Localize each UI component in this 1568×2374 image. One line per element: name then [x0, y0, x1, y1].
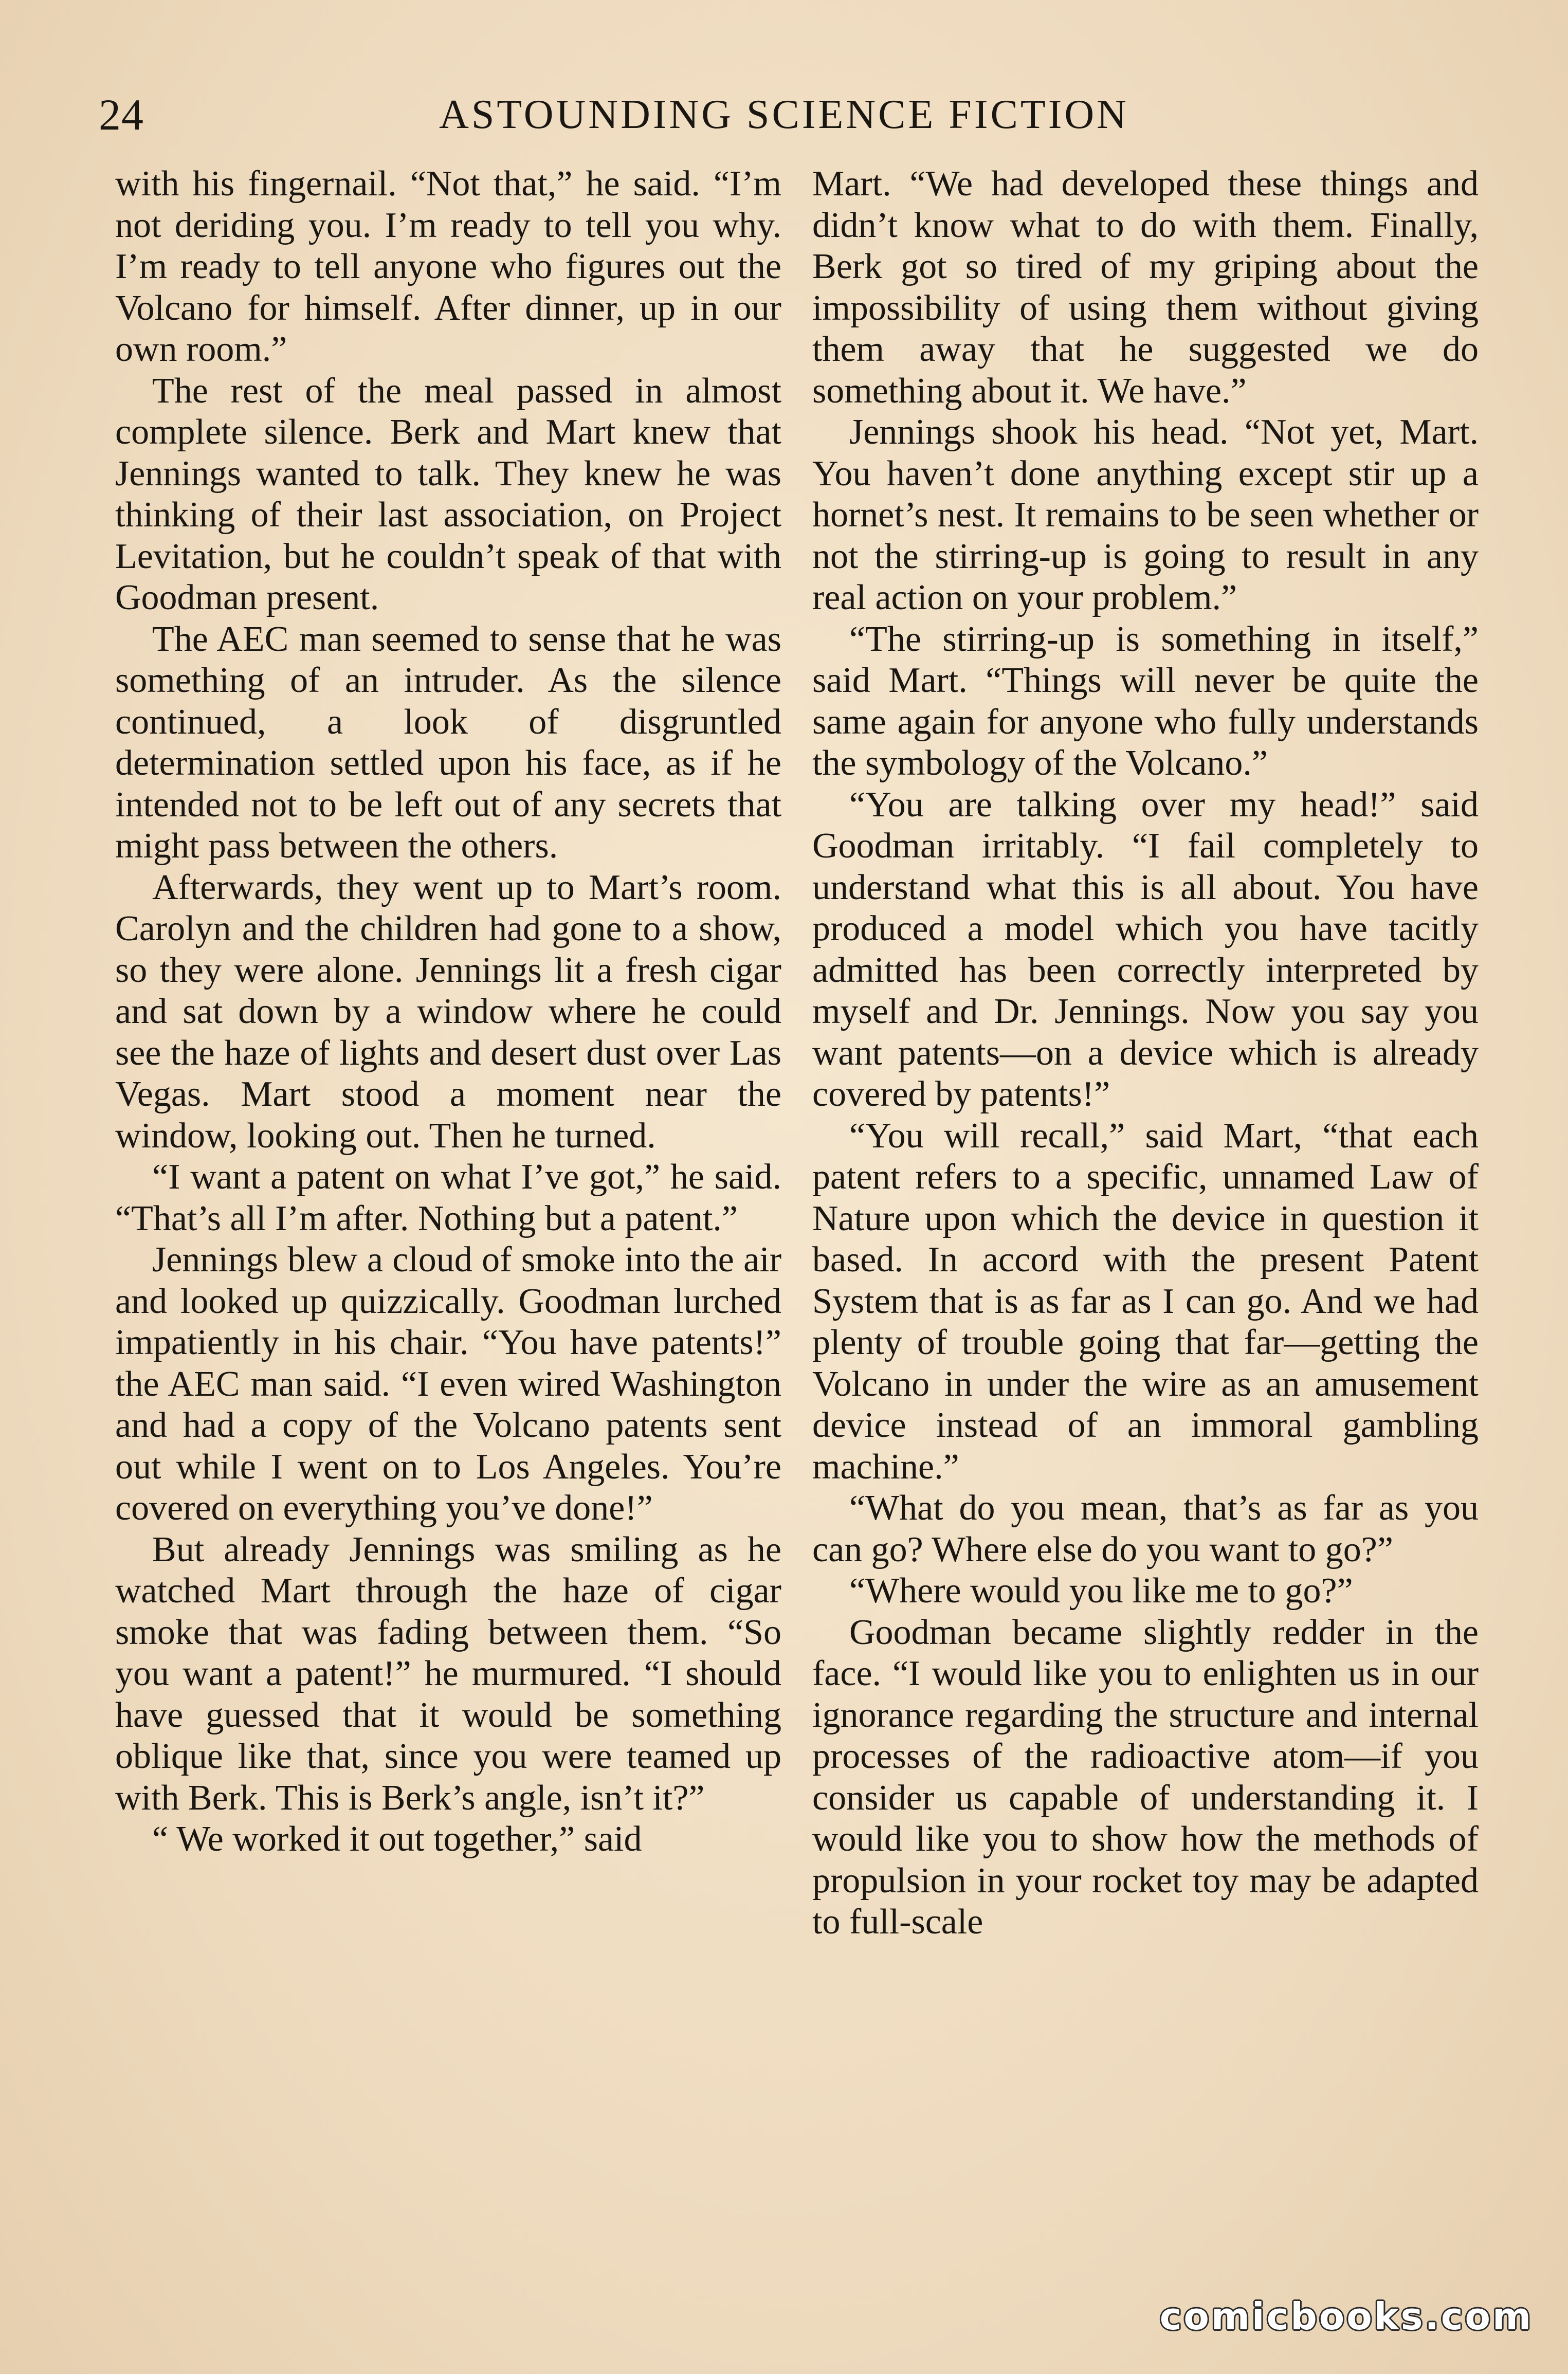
paragraph: Jennings shook his head. “Not yet, Mart. You haven’t done anything except stir up a hornet’s nest. It remains to be seen whether or not the stirring-up is going to result in any real action on your problem.” — [812, 412, 1479, 617]
magazine-title: ASTOUNDING SCIENCE FICTION — [439, 92, 1129, 137]
paragraph: “You are talking over my head!” said Goodman irritably. “I fail completely to understand what this is all about. You have produced a model which you have tacitly admitted has been correctly interpreted by myself and Dr. Jennings. Now you say you want patents—on a device which is already covered by patents!” — [812, 784, 1479, 1114]
paragraph: But already Jennings was smiling as he watched Mart through the haze of cigar smoke that was fading between them. “So you want a patent!” he murmured. “I should have guessed that it would be something oblique like that, since you were teamed up with Berk. This is Berk’s angle, isn’t it?” — [115, 1529, 781, 1818]
paragraph: “ We worked it out together,” said — [152, 1819, 642, 1859]
watermark: comicbooks.com — [1159, 2295, 1533, 2338]
right-column — [812, 163, 1479, 2240]
paragraph: “I want a patent on what I’ve got,” he said. “That’s all I’m after. Nothing but a patent.” — [115, 1157, 781, 1238]
paragraph: “What do you mean, that’s as far as you can go? Where else do you want to go?” — [812, 1488, 1479, 1569]
paragraph: “The stirring-up is something in itself,” said Mart. “Things will never be quite the same again for anyone who fully understands the symbology of the Volcano.” — [812, 619, 1479, 783]
running-head — [99, 86, 1469, 143]
paragraph: Mart. “We had developed these things and didn’t know what to do with them. Finally, Berk got so tired of my griping about the impossibility of using them without giving them away that he suggested we do something about it. We have.” — [812, 164, 1479, 411]
paragraph: Afterwards, they went up to Mart’s room. Carolyn and the children had gone to a show, so they were alone. Jennings lit a fresh cigar and sat down by a window where he could see the haze of lights and desert dust over Las Vegas. Mart stood a moment near the window, looking out. Then he turned. — [115, 867, 781, 1156]
paragraph: The rest of the meal passed in almost complete silence. Berk and Mart knew that Jennings wanted to talk. They knew he was thinking of their last association, on Project Levitation, but he couldn’t speak of that with Goodman present. — [115, 371, 781, 617]
paragraph: “You will recall,” said Mart, “that each patent refers to a specific, unnamed Law of Nature upon which the device in question it based. In accord with the present Patent System that is as far as I can go. And we had plenty of trouble going that far—getting the Volcano in under the wire as an amusement device instead of an immoral gambling machine.” — [812, 1116, 1479, 1487]
paragraph: “Where would you like me to go?” — [849, 1571, 1353, 1611]
page-number: 24 — [99, 90, 144, 139]
left-column — [115, 163, 781, 2240]
paragraph: with his fingernail. “Not that,” he said. “I’m not deriding you. I’m ready to tell you why. I’m ready to tell anyone who figures out the Volcano for himself. After dinner, up in our own room.” — [115, 164, 781, 369]
paragraph: Goodman became slightly redder in the face. “I would like you to enlighten us in our ignorance regarding the structure and internal processes of the radioactive atom—if you consider us capable of understanding it. I would like you to show how the methods of propulsion in your rocket toy may be adapted to full-scale — [812, 1612, 1479, 1942]
paragraph: The AEC man seemed to sense that he was something of an intruder. As the silence continued, a look of disgruntled determination settled upon his face, as if he intended not to be left out of any secrets that might pass between the others. — [115, 619, 781, 866]
paragraph: Jennings blew a cloud of smoke into the air and looked up quizzically. Goodman lurched impatiently in his chair. “You have patents!” the AEC man said. “I even wired Washington and had a copy of the Volcano patents sent out while I went on to Los Angeles. You’re covered on everything you’ve done!” — [115, 1240, 781, 1528]
